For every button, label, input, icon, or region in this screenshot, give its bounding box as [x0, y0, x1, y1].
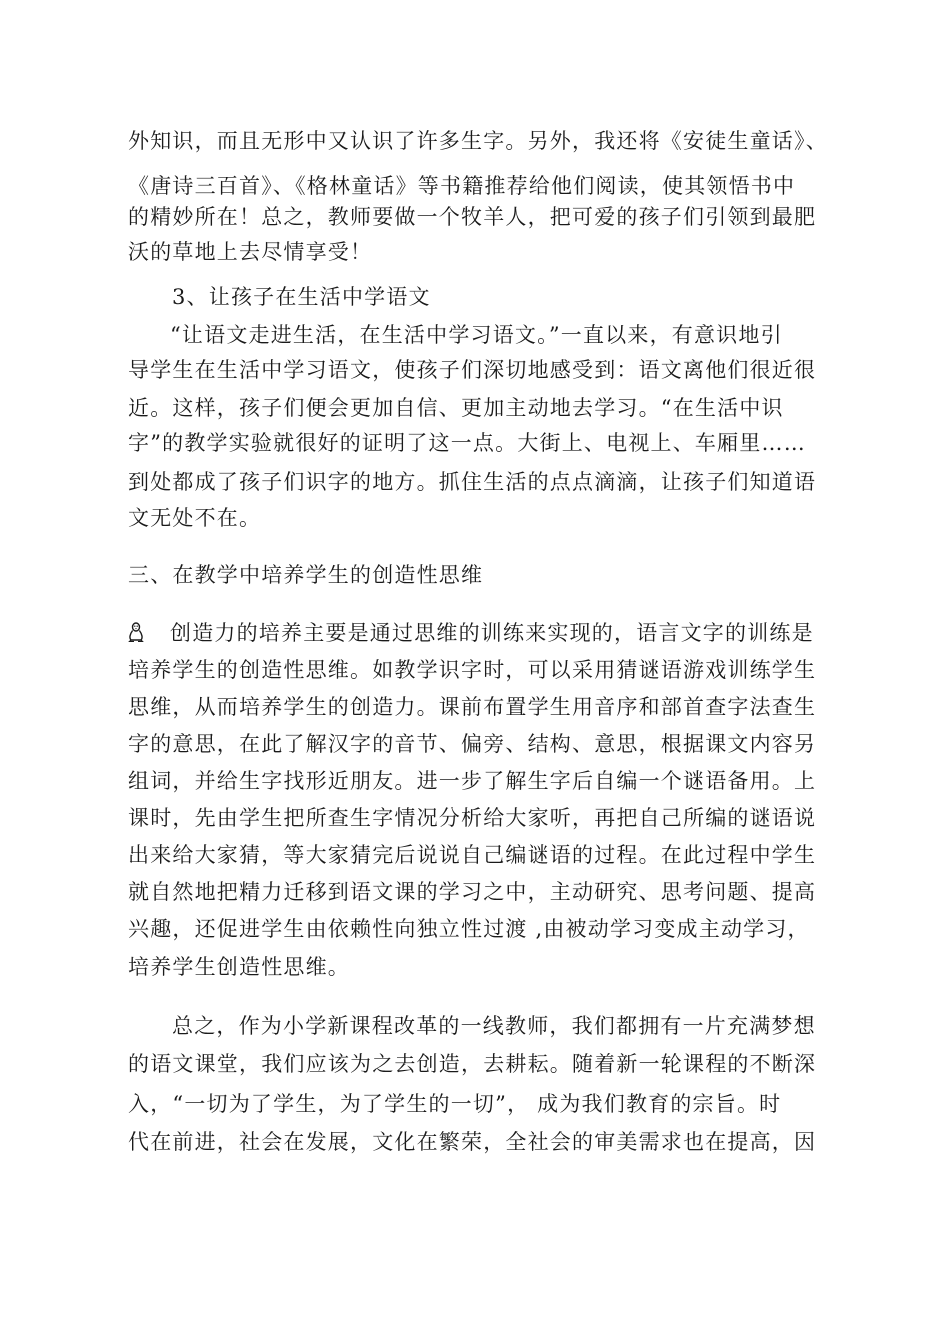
text-line: 总之，作为小学新课程改革的一线教师，我们都拥有一片充满梦想	[172, 1014, 816, 1038]
text-line: 《唐诗三百首》、《格林童话》等书籍推荐给他们阅读，使其领悟书中	[128, 174, 796, 198]
text-line: 沃的草地上去尽情享受！	[128, 240, 373, 264]
subheading: 3、让孩子在生活中学语文	[172, 285, 431, 309]
text-line: 兴趣，还促进学生由依赖性向独立性过渡 ,由被动学习变成主动学习，	[128, 917, 810, 941]
section-heading: 三、在教学中培养学生的创造性思维	[128, 563, 484, 587]
text-line: 就自然地把精力迁移到语文课的学习之中，主动研究、思考问题、提高	[128, 880, 817, 904]
text-line: 的语文课堂，我们应该为之去创造，去耕耘。随着新一轮课程的不断深	[128, 1052, 817, 1076]
text-line: 字”的教学实验就很好的证明了这一点。大街上、电视上、车厢里……	[128, 431, 806, 455]
penguin-icon	[128, 622, 144, 642]
text-line: 思维，从而培养学生的创造力。课前布置学生用音序和部首查字法查生	[128, 695, 817, 719]
text-line: 代在前进，社会在发展，文化在繁荣，全社会的审美需求也在提高，因	[128, 1130, 817, 1154]
text-line: 导学生在生活中学习语文，使孩子们深切地感受到：语文离他们很近很	[128, 358, 817, 382]
text-line: 到处都成了孩子们识字的地方。抓住生活的点点滴滴，让孩子们知道语	[128, 470, 817, 494]
text-line: 入，“一切为了学生，为了学生的一切”， 成为我们教育的宗旨。时	[128, 1092, 782, 1116]
text-line: 字的意思，在此了解汉字的音节、偏旁、结构、意思，根据课文内容另	[128, 732, 817, 756]
text-line: 出来给大家猜，等大家猜完后说说自己编谜语的过程。在此过程中学生	[128, 843, 817, 867]
text-line: 的精妙所在！总之，教师要做一个牧羊人，把可爱的孩子们引领到最肥	[128, 205, 817, 229]
text-line: 培养学生创造性思维。	[128, 955, 350, 979]
text-line: 组词，并给生字找形近朋友。进一步了解生字后自编一个谜语备用。上	[128, 769, 817, 793]
text-line: 创造力的培养主要是通过思维的训练来实现的，语言文字的训练是	[170, 621, 814, 645]
text-line: 课时，先由学生把所查生字情况分析给大家听，再把自己所编的谜语说	[128, 806, 817, 830]
text-line: 培养学生的创造性思维。如教学识字时，可以采用猜谜语游戏训练学生	[128, 658, 817, 682]
text-line: 文无处不在。	[128, 506, 262, 530]
text-line: 外知识，而且无形中又认识了许多生字。另外，我还将《安徒生童话》、	[128, 129, 828, 153]
text-line: “让语文走进生活，在生活中学习语文。”一直以来，有意识地引	[170, 323, 783, 347]
text-line: 近。这样，孩子们便会更加自信、更加主动地去学习。“在生活中识	[128, 396, 784, 420]
